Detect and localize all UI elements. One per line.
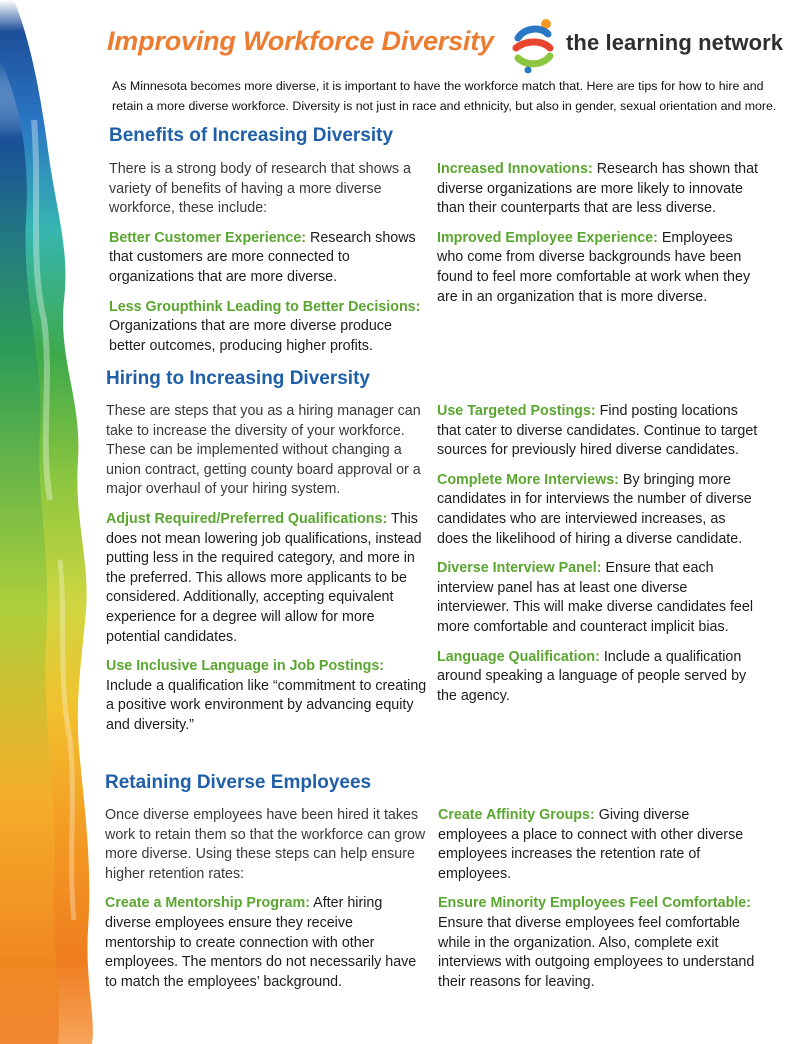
retaining-text: Giving diverse employees a place to connect with other diverse employees increases the retention rate of employees. — [438, 807, 744, 882]
hiring-item — [437, 648, 759, 707]
hiring-lead: These are steps that you as a hiring manager can take to increase the diversity of your workforce. These can be implemented without changing a union contract, getting county board approval or a major overhaul of your hiring system. — [106, 403, 421, 498]
hiring-text: Ensure that each interview panel has at least one diverse interviewer. This will make diverse candidates feel more comfortable and counteract implicit bias. — [437, 560, 753, 635]
brand-logo — [510, 18, 790, 74]
benefit-text: Research shows that customers are more connected to organizations that are more diverse. — [109, 229, 416, 285]
benefits-right-column — [437, 160, 759, 317]
learning-network-logo-icon — [510, 18, 558, 74]
hiring-term: Use Inclusive Language in Job Postings: — [106, 658, 385, 675]
retaining-term: Ensure Minority Employees Feel Comfortable: — [438, 895, 752, 912]
hiring-item — [437, 559, 759, 637]
benefits-left-column — [109, 160, 431, 366]
benefit-item — [109, 229, 431, 288]
retaining-text: After hiring diverse employees ensure they receive mentorship to create connection with other employees. The mentors do not necessarily have to match the employees’ background. — [105, 895, 417, 990]
benefit-term: Less Groupthink Leading to Better Decisions: — [109, 298, 421, 315]
retaining-right-column — [438, 806, 760, 1002]
hiring-item — [437, 402, 759, 461]
benefit-text: Organizations that are more diverse produce better outcomes, producing higher profits. — [109, 318, 392, 354]
hiring-item — [437, 471, 759, 549]
retaining-heading: Retaining Diverse Employees — [105, 772, 372, 793]
benefit-term: Improved Employee Experience: — [437, 229, 658, 246]
hiring-heading: Hiring to Increasing Diversity — [106, 368, 370, 389]
benefit-term: Increased Innovations: — [437, 161, 593, 177]
benefit-term: Better Customer Experience: — [109, 229, 307, 246]
hiring-text: Include a qualification around speaking a language of people served by the agency. — [437, 648, 747, 704]
hiring-text: By bringing more candidates in for interviews the number of diverse candidates who are interviewed increases, as does the likelihood of hiring a diverse candidate. — [437, 471, 752, 547]
retaining-term: Create Affinity Groups: — [438, 807, 595, 823]
hiring-term: Complete More Interviews: — [437, 471, 619, 488]
benefits-lead: There is a strong body of research that shows a variety of benefits of having a more diverse workforce, these include: — [109, 161, 411, 217]
benefit-text: Employees who come from diverse backgrounds have been found to feel more comfortable at work when they are in an organization that is more diverse. — [437, 229, 751, 305]
hiring-term: Language Qualification: — [437, 648, 600, 665]
hiring-right-column — [437, 402, 759, 716]
intro-paragraph: As Minnesota becomes more diverse, it is important to have the workforce match that. Here are tips for how to hire and retain a more diverse workforce. Diversity is not just in race and ethnicity, but also in gender, sexual orientation and more. — [112, 79, 777, 113]
hiring-text: This does not mean lowering job qualifications, instead putting less in the required category, and more in the preferred. This allows more applicants to be considered. Additionally, accepting equivalent experience for a degree will allow for more potential candidates. — [106, 510, 422, 645]
retaining-item — [438, 806, 760, 884]
hiring-text: Find posting locations that cater to diverse candidates. Continue to target sources for previously hired diverse candidates. — [437, 403, 758, 459]
retaining-lead: Once diverse employees have been hired it takes work to retain them so that the workforce can grow more diverse. Using these steps can help ensure higher retention rates: — [105, 807, 426, 882]
benefit-text: Research has shown that diverse organizations are more likely to innovate than their counterparts that are less diverse. — [437, 161, 759, 217]
retaining-text: Ensure that diverse employees feel comfortable while in the organization. Also, complete exit interviews with outgoing employees to understand their reasons for leaving. — [438, 914, 755, 990]
benefit-item — [437, 229, 759, 307]
page-title: Improving Workforce Diversity — [107, 26, 494, 56]
hiring-term: Use Targeted Postings: — [437, 403, 596, 419]
benefit-item — [437, 160, 759, 219]
retaining-item — [105, 894, 427, 992]
hiring-text: Include a qualification like “commitment to creating a positive work environment by advancing equity and diversity.” — [106, 677, 427, 733]
retaining-term: Create a Mentorship Program: — [105, 895, 310, 912]
retaining-item — [438, 894, 760, 992]
hiring-term: Diverse Interview Panel: — [437, 560, 602, 577]
hiring-item — [106, 657, 428, 735]
logo-text: the learning network — [566, 30, 784, 55]
retaining-left-column — [105, 806, 427, 1002]
hiring-term: Adjust Required/Preferred Qualifications: — [106, 510, 388, 527]
hiring-item — [106, 510, 428, 647]
benefits-heading: Benefits of Increasing Diversity — [109, 125, 394, 146]
hiring-left-column — [106, 402, 428, 746]
benefit-item — [109, 298, 431, 357]
